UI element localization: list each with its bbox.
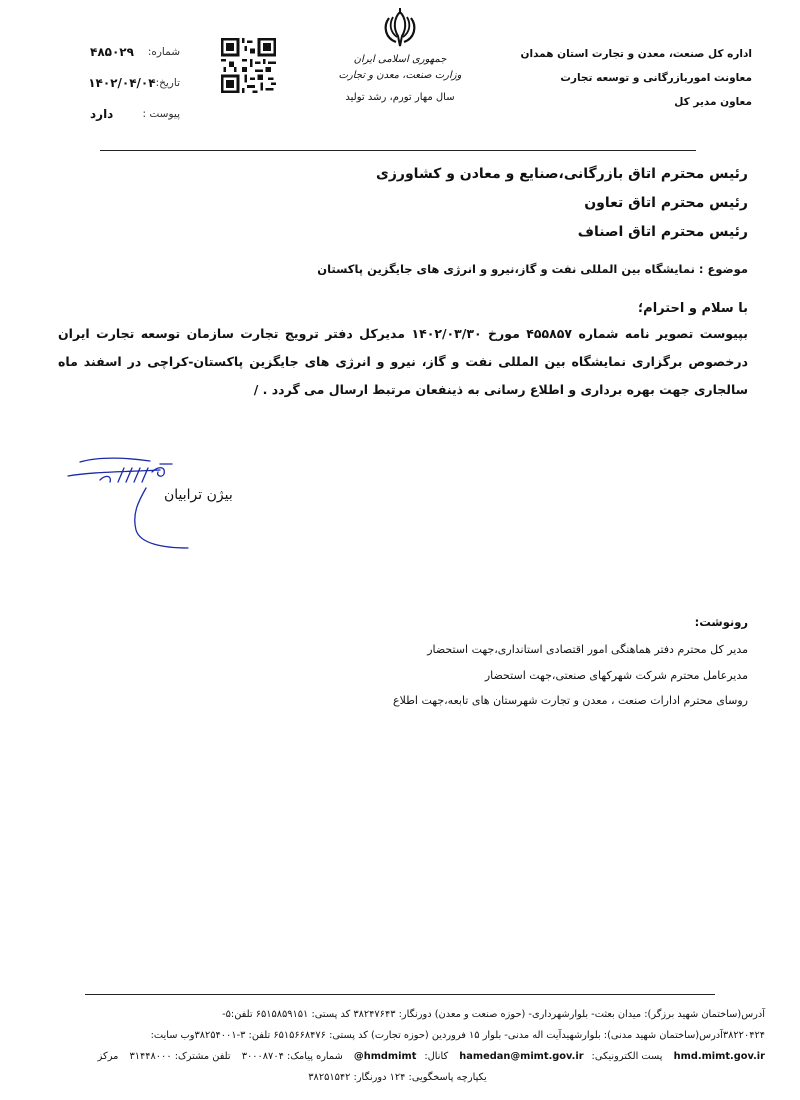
cc-item: مدیرعامل محترم شرکت شهرکهای صنعتی،جهت استحضار [484,668,748,682]
ministry-block [335,8,465,103]
cc-title: رونوشت: [694,615,748,629]
header-divider [100,150,696,151]
footer-address-1: آدرس(ساختمان شهید برزگر): میدان بعثت- بلوارشهرداری- (حوزه صنعت و معدن) دورنگار: ۳۸۲۴۷۶۴۳ کد پستی: ۶۵۱۵۸۵۹۱۵۱ تلفن:۵- [222,1009,765,1020]
letter-date-row [90,67,180,98]
letter-number-row [90,36,180,67]
footer-address-2: ۳۸۲۲۰۴۲۴آدرس(ساختمان شهید مدنی): بلوارشهیدآیت اله مدنی- بلوار ۱۵ فروردین (حوزه تجارت) کد پستی: ۶۵۱۵۶۶۸۴۷۶ تلفن: ۳-۳۸۲۵۴۰۰۱وب سایت: [150,1030,765,1041]
letter-body: بپیوست تصویر نامه شماره ۴۵۵۸۵۷ مورخ ۱۴۰۲/۰۳/۳۰ مدیرکل دفتر ترویج تجارت سازمان توسعه تجارت ایران درخصوص برگزاری نمایشگاه بین المللی نفت و گاز، نیرو و انرژی های جایگزین پاکستان-کراچی در اسفند ماه سالجاری جهت بهره برداری و اطلاع رسانی به ذینفعان مرتبط ارسال می گردد . / [58,326,748,397]
channel-label: کانال: [424,1051,449,1062]
footer-divider [85,994,715,995]
email-label: پست الکترونیکی: [591,1051,663,1062]
date-label: تاریخ: [155,76,180,89]
shared-phone: تلفن مشترک: ۳۱۴۴۸۰۰۰ [129,1051,231,1062]
iran-emblem-icon [381,8,419,50]
recipient-line: رئیس محترم اتاق بازرگانی،صنایع و معادن و کشاورزی [376,166,748,182]
org-line: معاون مدیر کل [674,96,752,108]
recipient-line: رئیس محترم اتاق تعاون [584,195,748,211]
attachment-row [90,98,180,129]
footer-hotline: یکپارچه پاسخگویی: ۱۲۴ دورنگار: ۳۸۲۵۱۵۴۲ [308,1072,487,1083]
greeting: با سلام و احترام؛ [637,301,748,316]
letter-date: ۱۴۰۲/۰۴/۰۴ [88,75,156,90]
recipient-line: رئیس محترم اتاق اصناف [577,224,748,240]
sms-number: شماره پیامک: ۳۰۰۰۸۷۰۴ [241,1051,343,1062]
channel-link[interactable]: hmdmimt@ [353,1051,417,1062]
qr-code [221,38,276,93]
cc-list [148,637,748,714]
cc-item: روسای محترم ادارات صنعت ، معدن و تجارت شهرستان های تابعه،جهت اطلاع [393,694,748,707]
subject-line: موضوع : نمایشگاه بین المللی نفت و گاز،نیرو و انرژی های جایگزین پاکستان [317,262,748,276]
footer-contacts [30,1046,765,1067]
letter-number: ۴۸۵۰۲۹ [90,44,134,59]
org-line: اداره کل صنعت، معدن و تجارت استان همدان [520,48,752,60]
email-link[interactable]: hamedan@mimt.gov.ir [459,1051,584,1062]
website-link[interactable]: hmd.mimt.gov.ir [673,1051,765,1062]
ministry-name: جمهوری اسلامی ایران وزارت صنعت، معدن و تجارت [338,54,462,81]
recipients [188,160,748,247]
attachment-value: دارد [90,106,114,121]
footer [30,1004,765,1088]
signer-name: بیژن ترابیان [164,487,233,503]
attachment-label: پیوست : [142,107,180,120]
letter-meta [90,36,180,129]
number-label: شماره: [147,45,180,58]
cc-item: مدیر کل محترم دفتر هماهنگی امور اقتصادی استانداری،جهت استحضار [427,643,748,656]
year-slogan: سال مهار تورم، رشد تولید [345,92,455,103]
center-word: مرکز [97,1051,119,1062]
org-line: معاونت اموربازرگانی و توسعه تجارت [560,72,752,84]
organization-block [502,42,752,114]
